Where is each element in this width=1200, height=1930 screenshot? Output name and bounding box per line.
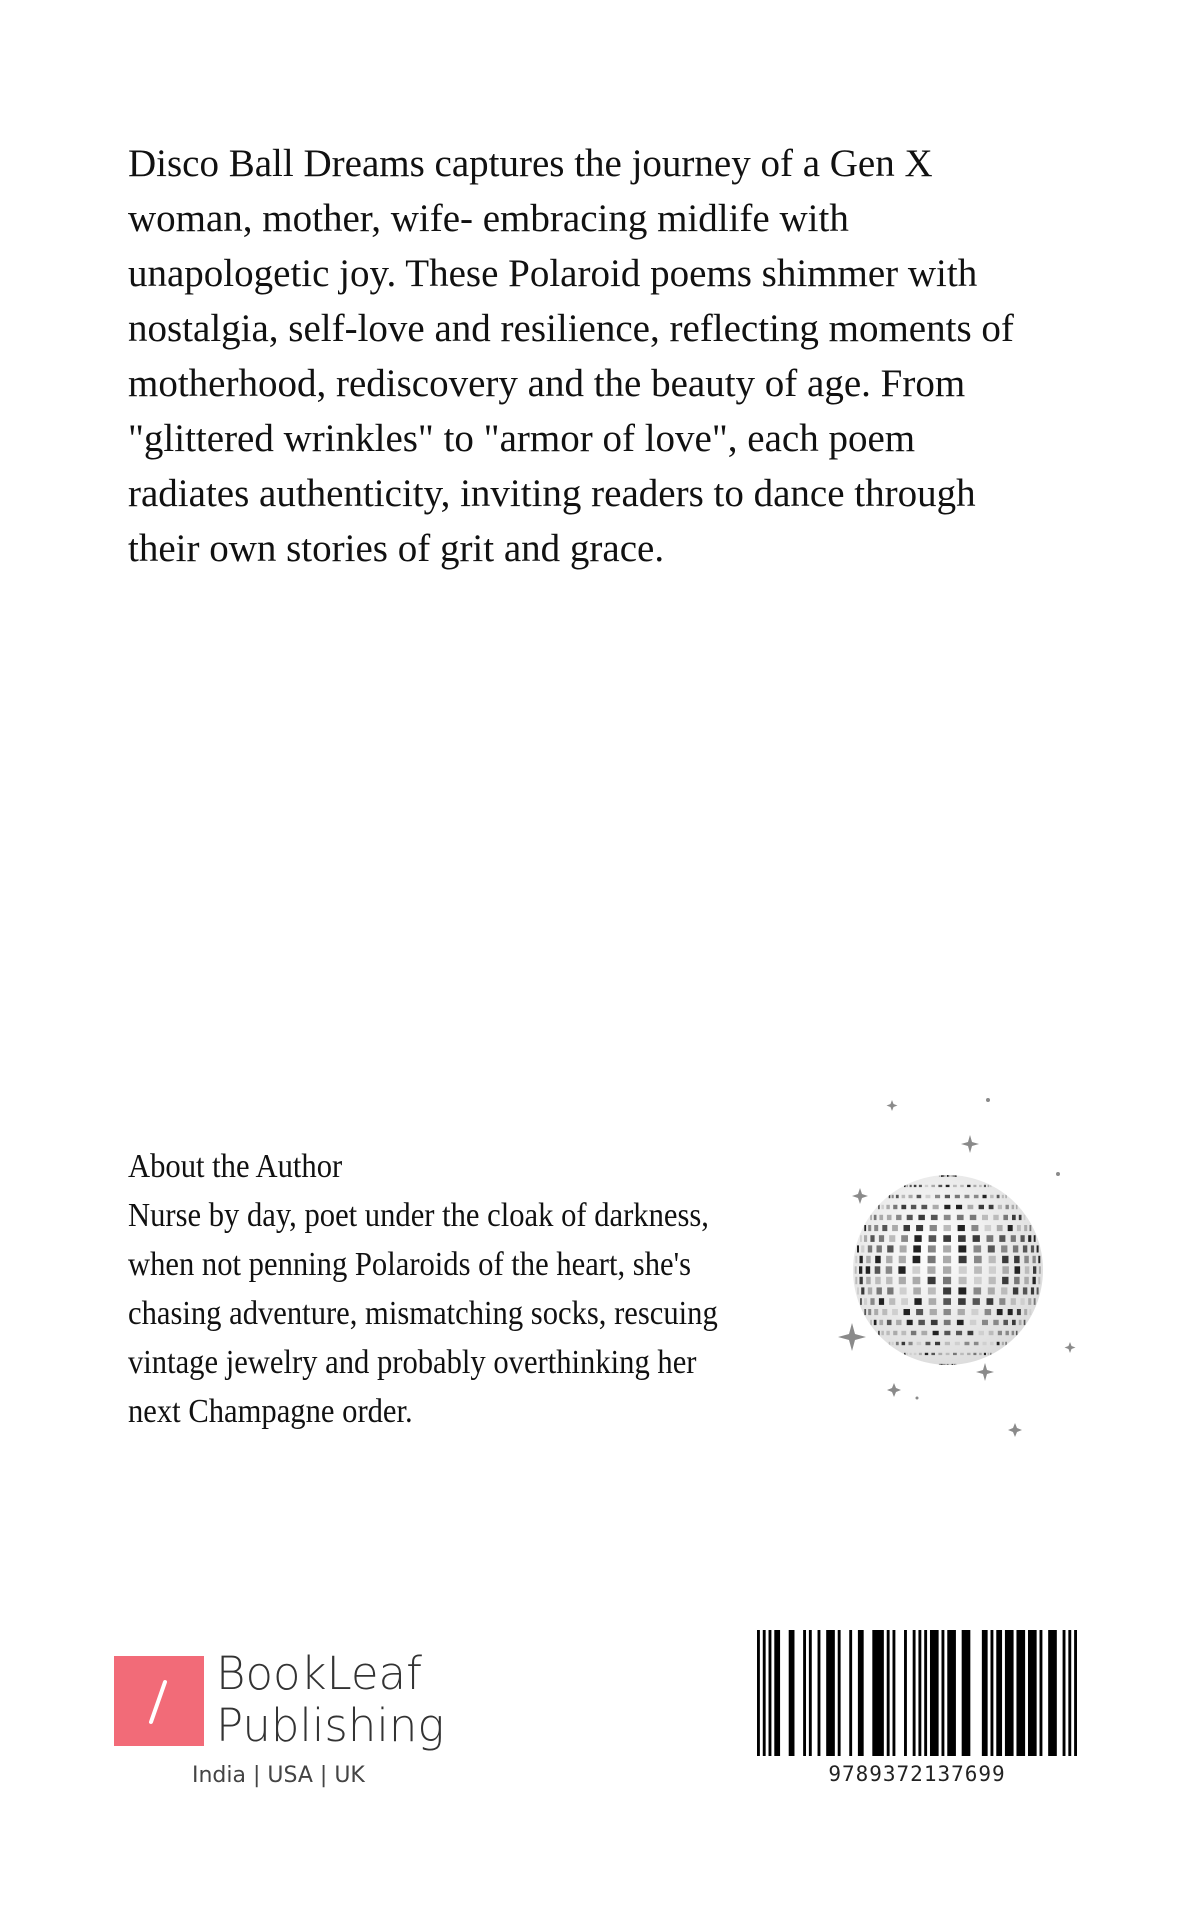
barcode-bar: [893, 1630, 896, 1756]
about-line: Nurse by day, poet under the cloak of darkness,: [128, 1197, 709, 1234]
barcode-bar: [947, 1630, 956, 1756]
barcode-bar: [849, 1630, 852, 1756]
about-line: when not penning Polaroids of the heart, she's: [128, 1246, 692, 1283]
barcode-bar: [1048, 1630, 1057, 1756]
barcode-bar: [803, 1630, 806, 1756]
barcode-bar: [1063, 1630, 1066, 1756]
publisher-name: [216, 1648, 444, 1752]
barcode-bar: [887, 1630, 890, 1756]
barcode-bar: [1016, 1630, 1025, 1756]
barcode-bar: [942, 1630, 945, 1756]
barcode: [757, 1630, 1077, 1760]
about-line: chasing adventure, mismatching socks, rescuing: [128, 1295, 718, 1332]
barcode-bar: [1068, 1630, 1071, 1756]
slash-icon: [114, 1656, 204, 1746]
barcode-bar: [763, 1630, 766, 1756]
about-author-section: [128, 1142, 808, 1436]
isbn-number: 9789372137699: [828, 1762, 1006, 1786]
barcode-bar: [924, 1630, 927, 1756]
publisher-name-line1: BookLeaf: [216, 1647, 422, 1700]
barcode-bar: [962, 1630, 971, 1756]
blurb-line: unapologetic joy. These Polaroid poems shimmer with: [128, 252, 978, 295]
blurb-line: "glittered wrinkles" to "armor of love", each poem: [128, 417, 916, 460]
barcode-bar: [838, 1630, 841, 1756]
blurb-line: their own stories of grit and grace.: [128, 527, 665, 570]
barcode-bar: [769, 1630, 772, 1756]
barcode-bar: [913, 1630, 916, 1756]
barcode-bar: [982, 1630, 988, 1756]
barcode-bar: [872, 1630, 884, 1756]
barcode-bar: [1074, 1630, 1077, 1756]
book-blurb: [128, 136, 1108, 576]
barcode-bar: [1040, 1630, 1043, 1756]
barcode-bar: [1028, 1630, 1037, 1756]
blurb-line: Disco Ball Dreams captures the journey of a Gen X: [128, 142, 933, 185]
about-heading: About the Author: [128, 1148, 343, 1185]
barcode-bar: [1005, 1630, 1014, 1756]
barcode-bar: [858, 1630, 864, 1756]
barcode-bar: [918, 1630, 921, 1756]
publisher-logo-icon: [114, 1656, 204, 1746]
blurb-line: nostalgia, self-love and resilience, reflecting moments of: [128, 307, 1014, 350]
barcode-bar: [826, 1630, 835, 1756]
publisher-name-line2: Publishing: [216, 1699, 445, 1752]
about-line: vintage jewelry and probably overthinking her: [128, 1344, 697, 1381]
blurb-line: radiates authenticity, inviting readers to dance through: [128, 472, 976, 515]
barcode-bar: [996, 1630, 1002, 1756]
blurb-line: woman, mother, wife- embracing midlife with: [128, 197, 849, 240]
barcode-bar: [774, 1630, 780, 1756]
barcode-bar: [818, 1630, 821, 1756]
blurb-line: motherhood, rediscovery and the beauty of age. From: [128, 362, 966, 405]
barcode-bar: [991, 1630, 994, 1756]
barcode-bar: [809, 1630, 812, 1756]
barcode-bar: [757, 1630, 760, 1756]
disco-ball-icon: [820, 1080, 1080, 1440]
publisher-regions: India | USA | UK: [192, 1763, 365, 1788]
about-line: next Champagne order.: [128, 1393, 413, 1430]
barcode-bar: [789, 1630, 795, 1756]
barcode-bar: [904, 1630, 907, 1756]
barcode-bar: [930, 1630, 939, 1756]
